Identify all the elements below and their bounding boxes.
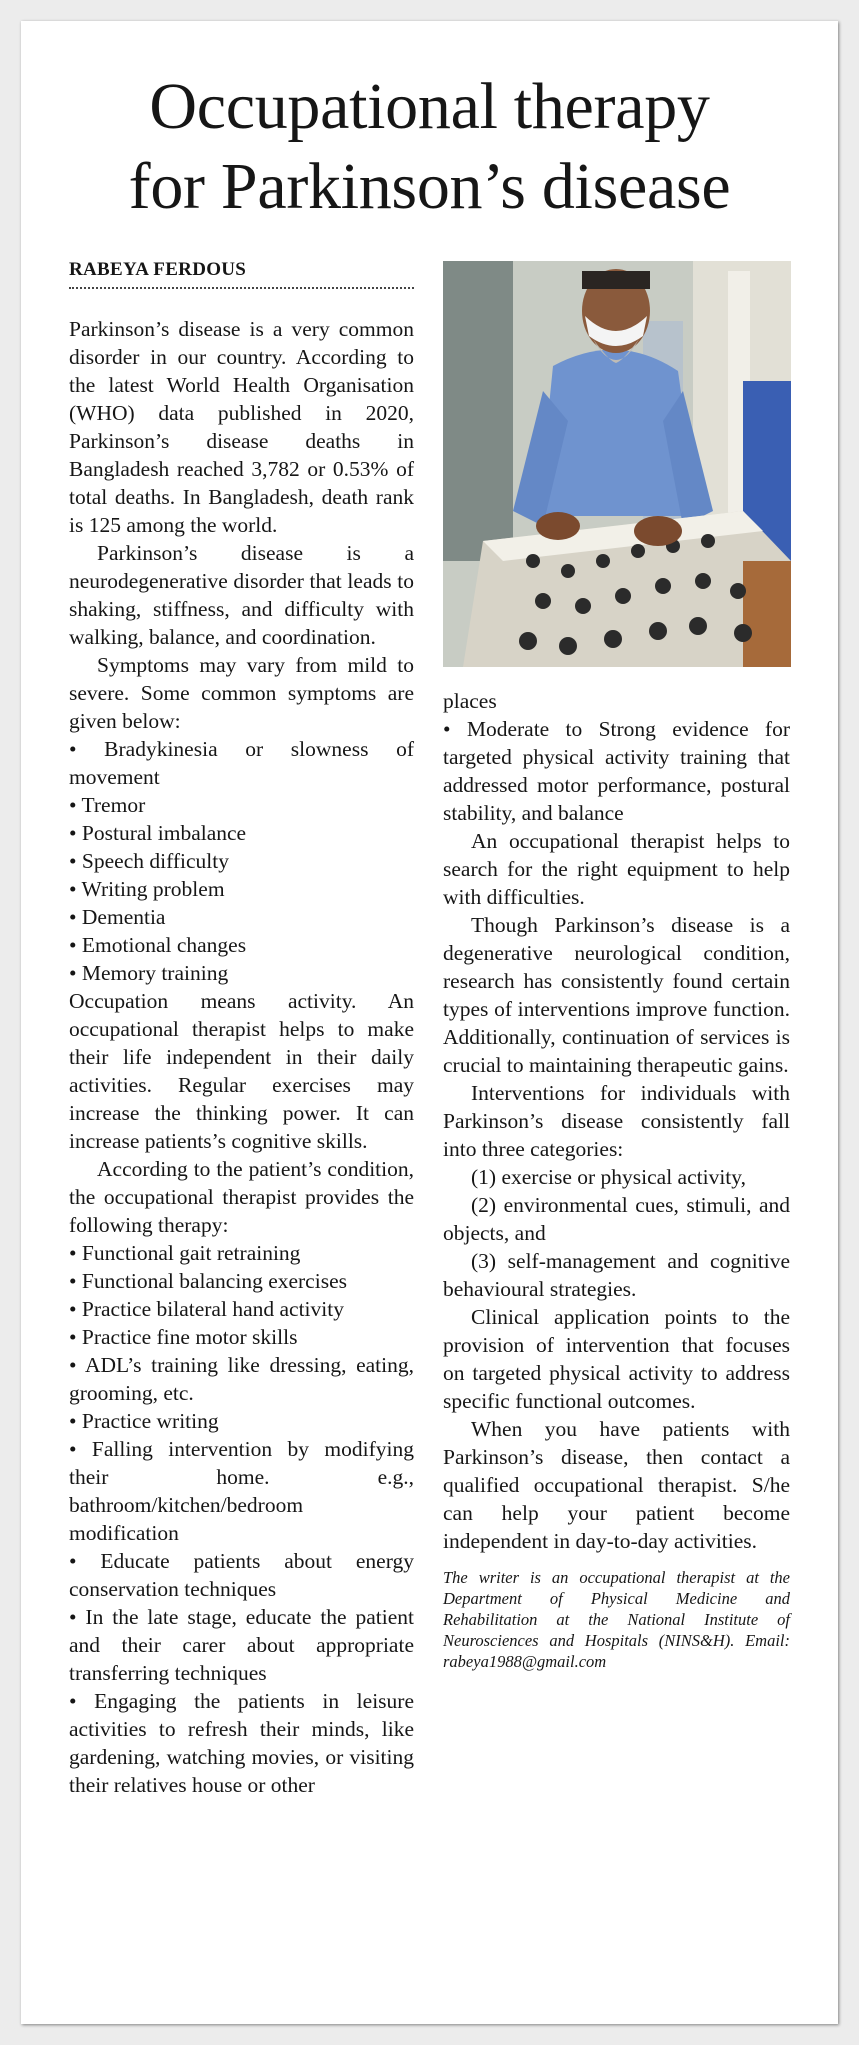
- symptom-list-item: • Bradykinesia or slowness of movement: [69, 737, 414, 789]
- therapy-list-item: • In the late stage, educate the patient and their carer about appropriate transferring techniques: [69, 1605, 414, 1685]
- paragraph: Clinical application points to the provision of intervention that focuses on targeted physical activity to address specific functional outcomes.: [443, 1305, 790, 1413]
- therapy-list-item: • Moderate to Strong evidence for targeted physical activity training that addressed motor performance, postural stability, and balance: [443, 717, 790, 825]
- paragraph: Though Parkinson’s disease is a degenerative neurological condition, research has consistently found certain types of interventions improve function. Additionally, continuation of services is crucial to maintaining therapeutic gains.: [443, 913, 790, 1077]
- therapy-list-item: • Engaging the patients in leisure activities to refresh their minds, like gardening, watching movies, or visiting their relatives house or other: [69, 1689, 414, 1797]
- therapy-list-item: • Falling intervention by modifying their home. e.g., bathroom/kitchen/bedroom modification: [69, 1437, 414, 1545]
- article-photo: [443, 261, 791, 667]
- paragraph: Interventions for individuals with Parkinson’s disease consistently fall into three categories:: [443, 1081, 790, 1161]
- therapy-list-item: • Practice fine motor skills: [69, 1325, 298, 1349]
- intervention-category: (3) self-management and cognitive behavioural strategies.: [443, 1249, 790, 1301]
- symptom-list-item: • Emotional changes: [69, 933, 247, 957]
- paragraph: An occupational therapist helps to search for the right equipment to help with difficulties.: [443, 829, 790, 909]
- therapy-list-item: • Functional gait retraining: [69, 1241, 301, 1265]
- paragraph: Occupation means activity. An occupational therapist helps to make their life independent in their daily activities. Regular exercises may increase the thinking power. It can increase patients’s cognitive skills.: [69, 989, 414, 1153]
- headline: [21, 67, 838, 227]
- symptom-list-item: • Dementia: [69, 905, 166, 929]
- headline-line-1: Occupational therapy: [149, 70, 710, 143]
- byline: RABEYA FERDOUS: [69, 259, 414, 289]
- newspaper-clipping: [21, 21, 838, 2024]
- symptom-list-item: • Writing problem: [69, 877, 225, 901]
- article-column-1: [69, 315, 414, 1799]
- photo-therapy-session: [443, 261, 791, 667]
- headline-line-2: for Parkinson’s disease: [128, 150, 731, 223]
- symptom-list-item: • Speech difficulty: [69, 849, 229, 873]
- therapy-list-item: • Functional balancing exercises: [69, 1269, 347, 1293]
- article-column-2: [443, 687, 790, 1672]
- therapy-list-item: • Practice writing: [69, 1409, 219, 1433]
- paragraph: places: [443, 689, 497, 713]
- symptom-list-item: • Tremor: [69, 793, 146, 817]
- symptom-list-item: • Postural imbalance: [69, 821, 247, 845]
- paragraph: According to the patient’s condition, the occupational therapist provides the following therapy:: [69, 1157, 414, 1237]
- paragraph: Parkinson’s disease is a neurodegenerative disorder that leads to shaking, stiffness, and difficulty with walking, balance, and coordination.: [69, 541, 414, 649]
- intervention-category: (2) environmental cues, stimuli, and objects, and: [443, 1193, 790, 1245]
- therapy-list-item: • Educate patients about energy conservation techniques: [69, 1549, 414, 1601]
- paragraph: Parkinson’s disease is a very common disorder in our country. According to the latest World Health Organisation (WHO) data published in 2020, Parkinson’s disease deaths in Bangladesh reached 3,782 or 0.53% of total deaths. In Bangladesh, death rank is 125 among the world.: [69, 317, 414, 537]
- intervention-category: (1) exercise or physical activity,: [471, 1165, 747, 1189]
- author-credit: The writer is an occupational therapist at the Department of Physical Medicine and Rehabilitation at the National Institute of Neurosciences and Hospitals (NINS&H). Email: rabeya1988@gmail.com: [443, 1568, 790, 1671]
- therapy-list-item: • Practice bilateral hand activity: [69, 1297, 344, 1321]
- paragraph: Symptoms may vary from mild to severe. Some common symptoms are given below:: [69, 653, 414, 733]
- therapy-list-item: • ADL’s training like dressing, eating, grooming, etc.: [69, 1353, 414, 1405]
- symptom-list-item: • Memory training: [69, 961, 229, 985]
- paragraph: When you have patients with Parkinson’s disease, then contact a qualified occupational therapist. S/he can help your patient become independent in day-to-day activities.: [443, 1417, 790, 1553]
